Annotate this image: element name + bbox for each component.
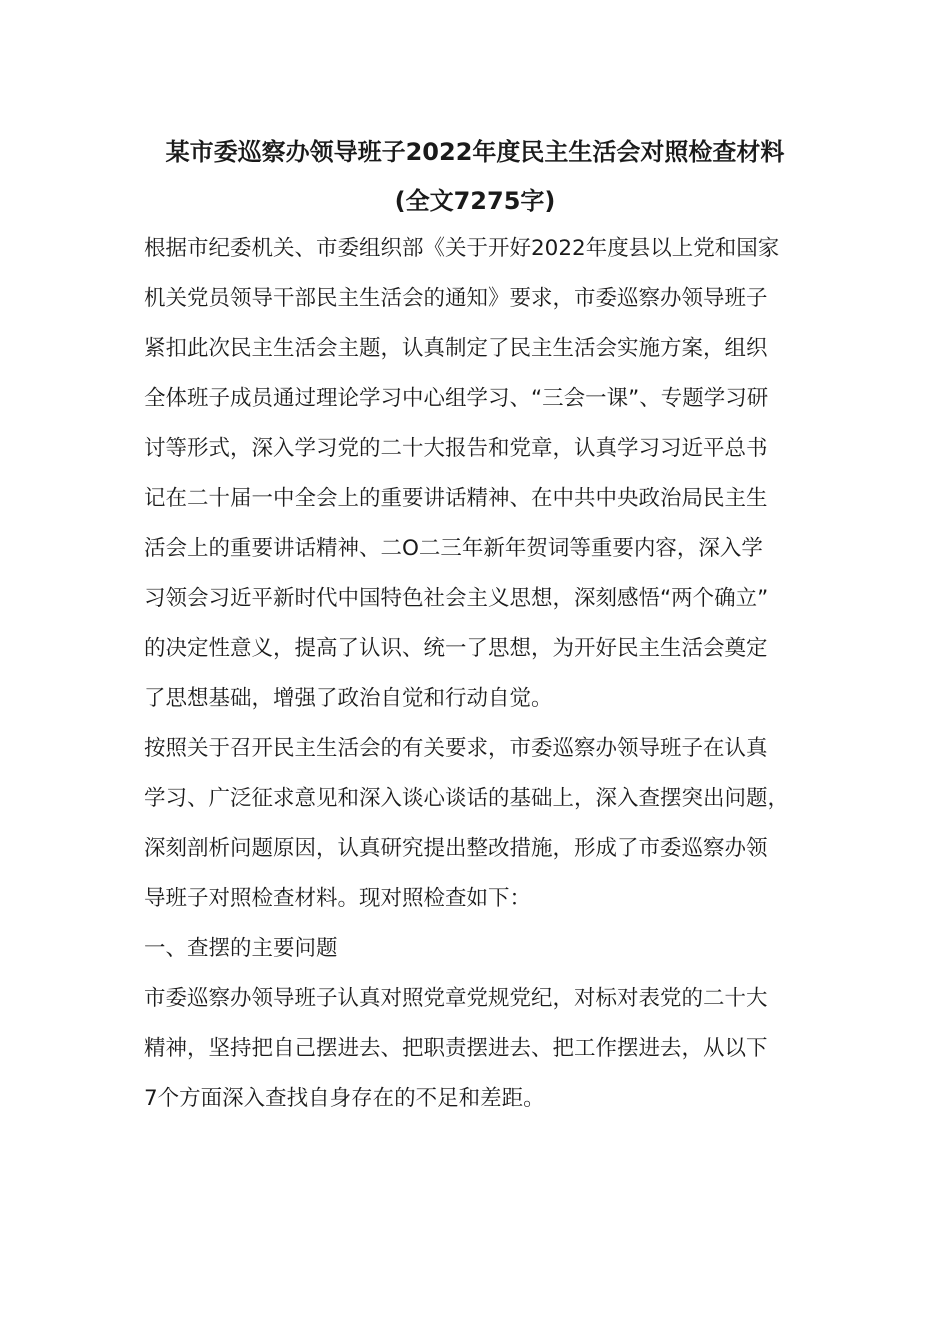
document-title: 某市委巡察办领导班子2022年度民主生活会对照检查材料 — [165, 138, 785, 166]
paragraph-2-line-3: 深刻剖析问题原因，认真研究提出整改措施，形成了市委巡察办领 — [144, 836, 768, 861]
paragraph-1-line-4: 全体班子成员通过理论学习中心组学习、“三会一课”、专题学习研 — [144, 386, 769, 411]
paragraph-1-line-6: 记在二十届一中全会上的重要讲话精神、在中共中央政治局民主生 — [144, 486, 768, 511]
paragraph-1-line-9: 的决定性意义，提高了认识、统一了思想，为开好民主生活会奠定 — [144, 636, 768, 661]
document-subtitle: (全文7275字) — [394, 187, 556, 215]
paragraph-2-line-4: 导班子对照检查材料。现对照检查如下： — [144, 886, 532, 911]
paragraph-1-line-1: 根据市纪委机关、市委组织部《关于开好2022年度县以上党和国家 — [144, 236, 780, 261]
paragraph-2-line-2: 学习、广泛征求意见和深入谈心谈话的基础上，深入查摆突出问题， — [144, 786, 790, 811]
paragraph-1-line-3: 紧扣此次民主生活会主题，认真制定了民主生活会实施方案，组织 — [144, 336, 768, 361]
paragraph-1-line-8: 习领会习近平新时代中国特色社会主义思想，深刻感悟“两个确立” — [144, 586, 769, 611]
paragraph-1-line-2: 机关党员领导干部民主生活会的通知》要求，市委巡察办领导班子 — [144, 286, 768, 311]
paragraph-1-line-7: 活会上的重要讲话精神、二O二三年新年贺词等重要内容，深入学 — [144, 536, 763, 561]
paragraph-3-line-2: 精神，坚持把自己摆进去、把职责摆进去、把工作摆进去，从以下 — [144, 1036, 768, 1061]
paragraph-1-line-10: 了思想基础，增强了政治自觉和行动自觉。 — [144, 686, 553, 711]
paragraph-3-line-3: 7个方面深入查找自身存在的不足和差距。 — [144, 1086, 545, 1111]
section-heading: 一、查摆的主要问题 — [144, 936, 338, 961]
paragraph-3-line-1: 市委巡察办领导班子认真对照党章党规党纪，对标对表党的二十大 — [144, 986, 768, 1011]
paragraph-1-line-5: 讨等形式，深入学习党的二十大报告和党章，认真学习习近平总书 — [144, 436, 768, 461]
paragraph-2-line-1: 按照关于召开民主生活会的有关要求，市委巡察办领导班子在认真 — [144, 736, 768, 761]
